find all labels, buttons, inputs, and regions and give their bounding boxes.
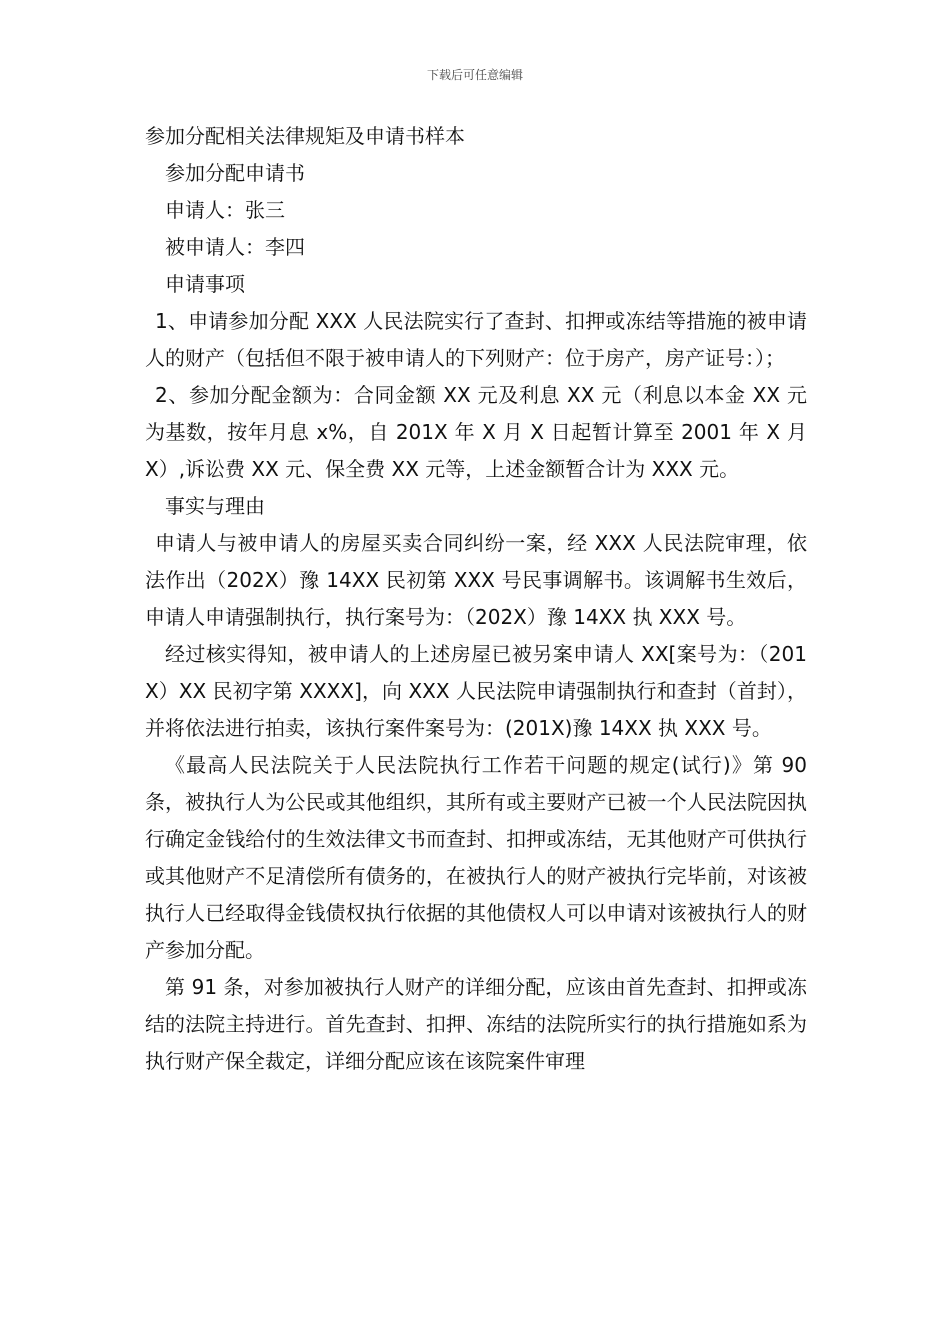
facts-paragraph-2: 经过核实得知，被申请人的上述房屋已被另案申请人 XX[案号为：（201X）XX 民初字第 XXXX]，向 XXX 人民法院申请强制执行和查封（首封），并将依法进行拍卖，该执行案件案号为：(201X)豫 14XX 执 XXX 号。: [145, 642, 807, 740]
section-heading-application: 参加分配申请书: [165, 161, 305, 185]
facts-paragraph-1: 申请人与被申请人的房屋买卖合同纠纷一案，经 XXX 人民法院审理，依法作出（202X）豫 14XX 民初第 XXX 号民事调解书。该调解书生效后，申请人申请强制执行，执行案号为：（202X）豫 14XX 执 XXX 号。: [145, 531, 807, 629]
applicant-line: 申请人：张三: [165, 198, 285, 222]
section-heading-facts: 事实与理由: [165, 494, 265, 518]
item-paragraph-1: 1、申请参加分配 XXX 人民法院实行了查封、扣押或冻结等措施的被申请人的财产（包括但不限于被申请人的下列财产：位于房产，房产证号：）；: [145, 309, 807, 370]
document-title: 参加分配相关法律规矩及申请书样本: [145, 124, 465, 148]
item-paragraph-2: 2、参加分配金额为：合同金额 XX 元及利息 XX 元（利息以本金 XX 元为基数，按年月息 x%，自 201X 年 X 月 X 日起暂计算至 2001 年 X 月 X）,诉讼费 XX 元、保全费 XX 元等，上述金额暂合计为 XXX 元。: [145, 383, 807, 481]
section-heading-items: 申请事项: [165, 272, 245, 296]
respondent-line: 被申请人：李四: [165, 235, 305, 259]
document-body: [145, 118, 807, 1080]
legal-basis-paragraph-91: 第 91 条，对参加被执行人财产的详细分配，应该由首先查封、扣押或冻结的法院主持进行。首先查封、扣押、冻结的法院所实行的执行措施如系为执行财产保全裁定，详细分配应该在该院案件审理: [145, 975, 807, 1073]
header-note: 下载后可任意编辑: [426, 68, 523, 82]
legal-basis-paragraph-90: 《最高人民法院关于人民法院执行工作若干问题的规定(试行)》第 90 条，被执行人为公民或其他组织，其所有或主要财产已被一个人民法院因执行确定金钱给付的生效法律文书而查封、扣押或冻结，无其他财产可供执行或其他财产不足清偿所有债务的，在被执行人的财产被执行完毕前，对该被执行人已经取得金钱债权执行依据的其他债权人可以申请对该被执行人的财产参加分配。: [145, 753, 807, 962]
